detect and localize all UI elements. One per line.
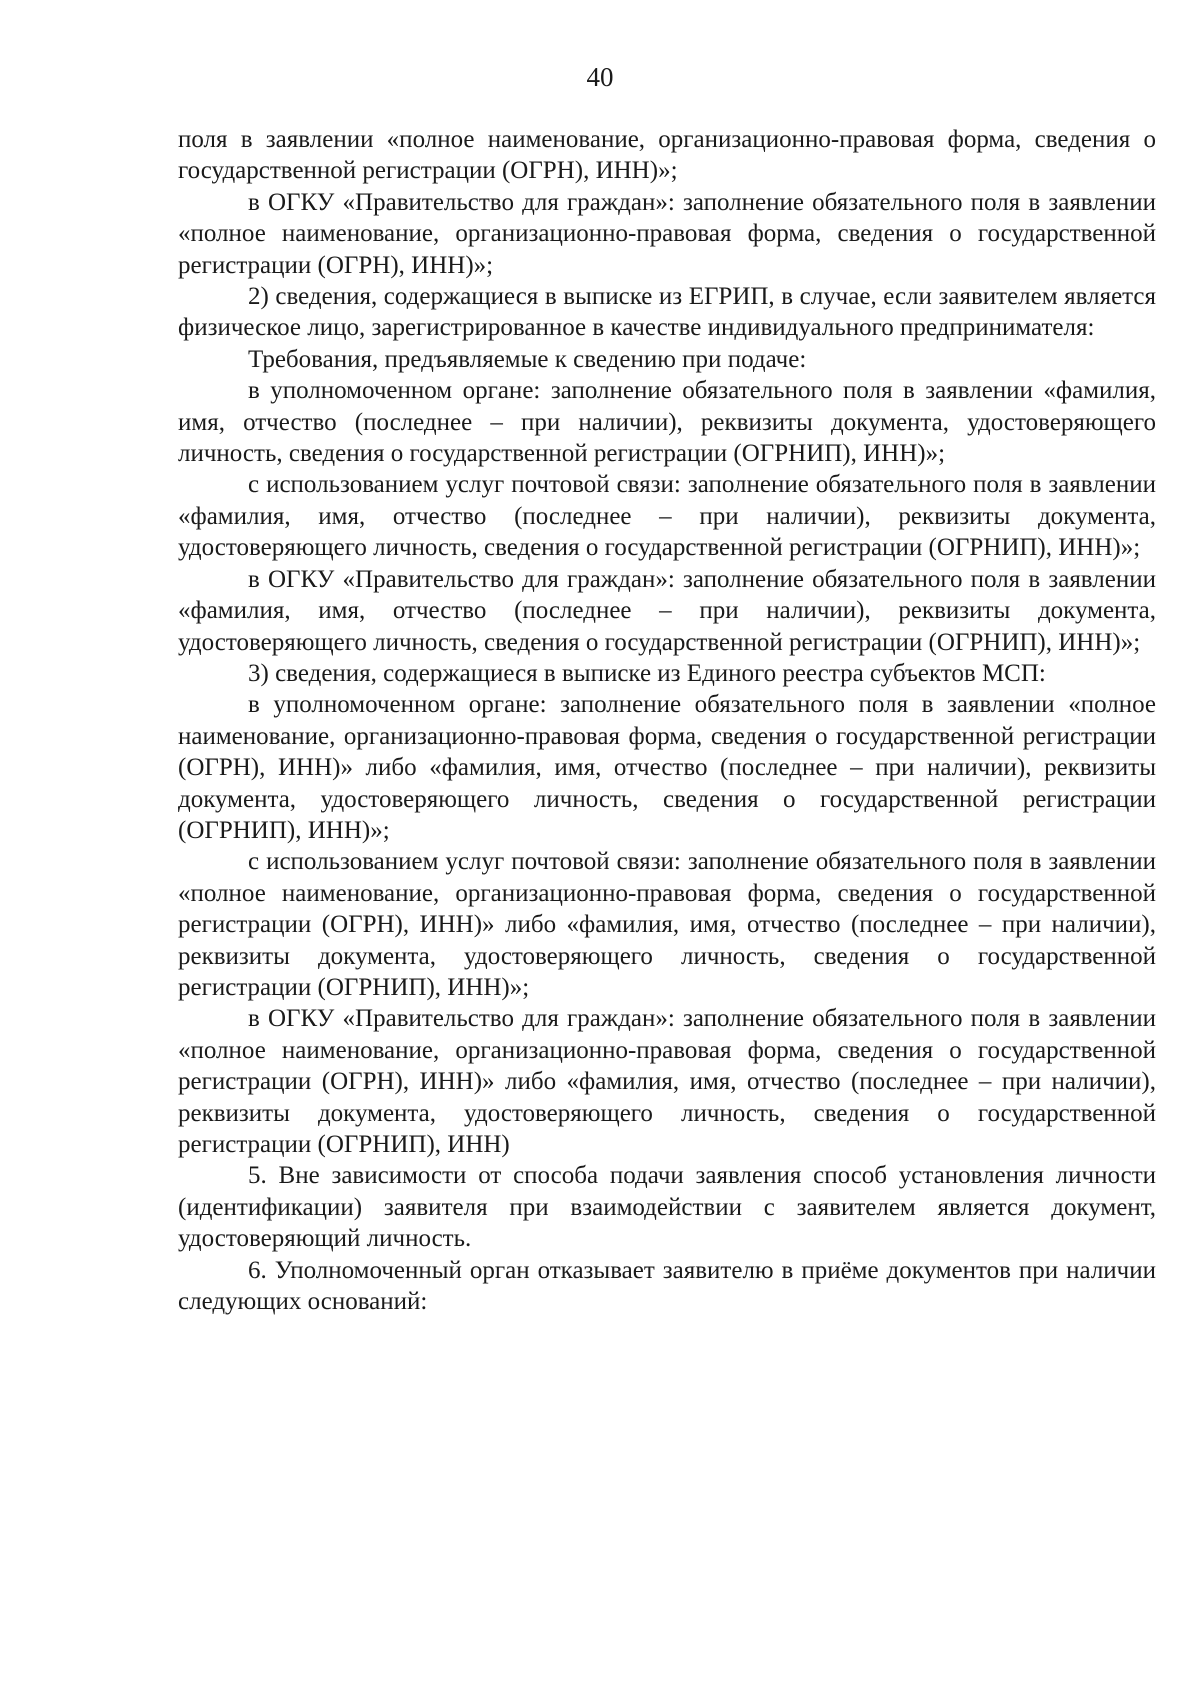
paragraph-item-6-refusal: 6. Уполномоченный орган отказывает заявителю в приёме документов при наличии следующих оснований: <box>178 1256 1156 1316</box>
paragraph-ogrn-field-continuation: поля в заявлении «полное наименование, организационно-правовая форма, сведения о государственной регистрации (ОГРН), ИНН)»; <box>178 126 1156 185</box>
paragraph-egrip-item: 2) сведения, содержащиеся в выписке из ЕГРИП, в случае, если заявителем является физическое лицо, зарегистрированное в качестве индивидуального предпринимателя: <box>178 283 1156 342</box>
page-number: 40 <box>586 62 614 92</box>
paragraph-authorized-body-msp: в уполномоченном органе: заполнение обязательного поля в заявлении «полное наименование, организационно-правовая форма, сведения о государственной регистрации (ОГРН), ИНН)» либо «фамилия, имя, отчество (последнее – при наличии), реквизиты документа, удостоверяющего личность, сведения о государственной регистрации (ОГРНИП), ИНН)»; <box>178 691 1156 844</box>
paragraph-ogku-msp: в ОГКУ «Правительство для граждан»: заполнение обязательного поля в заявлении «полное наименование, организационно-правовая форма, сведения о государственной регистрации (ОГРН), ИНН)» либо «фамилия, имя, отчество (последнее – при наличии), реквизиты документа, удостоверяющего личность, сведения о государственной регистрации (ОГРНИП), ИНН) <box>178 1005 1156 1158</box>
paragraph-requirements-heading: Требования, предъявляемые к сведению при подаче: <box>248 345 807 373</box>
paragraph-msp-register-item: 3) сведения, содержащиеся в выписке из Единого реестра субъектов МСП: <box>248 659 1046 687</box>
paragraph-authorized-body-ip: в уполномоченном органе: заполнение обязательного поля в заявлении «фамилия, имя, отчество (последнее – при наличии), реквизиты документа, удостоверяющего личность, сведения о государственной регистрации (ОГРНИП), ИНН)»; <box>178 377 1156 468</box>
paragraph-ogku-legal-entity: в ОГКУ «Правительство для граждан»: заполнение обязательного поля в заявлении «полное наименование, организационно-правовая форма, сведения о государственной регистрации (ОГРН), ИНН)»; <box>178 188 1156 279</box>
paragraph-postal-msp: с использованием услуг почтовой связи: заполнение обязательного поля в заявлении «полное наименование, организационно-правовая форма, сведения о государственной регистрации (ОГРН), ИНН)» либо «фамилия, имя, отчество (последнее – при наличии), реквизиты документа, удостоверяющего личность, сведения о государственной регистрации (ОГРНИП), ИНН)»; <box>178 848 1156 1001</box>
document-body <box>178 124 1156 1317</box>
paragraph-postal-ip: с использованием услуг почтовой связи: заполнение обязательного поля в заявлении «фамилия, имя, отчество (последнее – при наличии), реквизиты документа, удостоверяющего личность, сведения о государственной регистрации (ОГРНИП), ИНН)»; <box>178 471 1156 562</box>
paragraph-item-5-identification: 5. Вне зависимости от способа подачи заявления способ установления личности (идентификации) заявителя при взаимодействии с заявителем является документ, удостоверяющий личность. <box>178 1162 1156 1253</box>
paragraph-ogku-ip: в ОГКУ «Правительство для граждан»: заполнение обязательного поля в заявлении «фамилия, имя, отчество (последнее – при наличии), реквизиты документа, удостоверяющего личность, сведения о государственной регистрации (ОГРНИП), ИНН)»; <box>178 565 1156 656</box>
